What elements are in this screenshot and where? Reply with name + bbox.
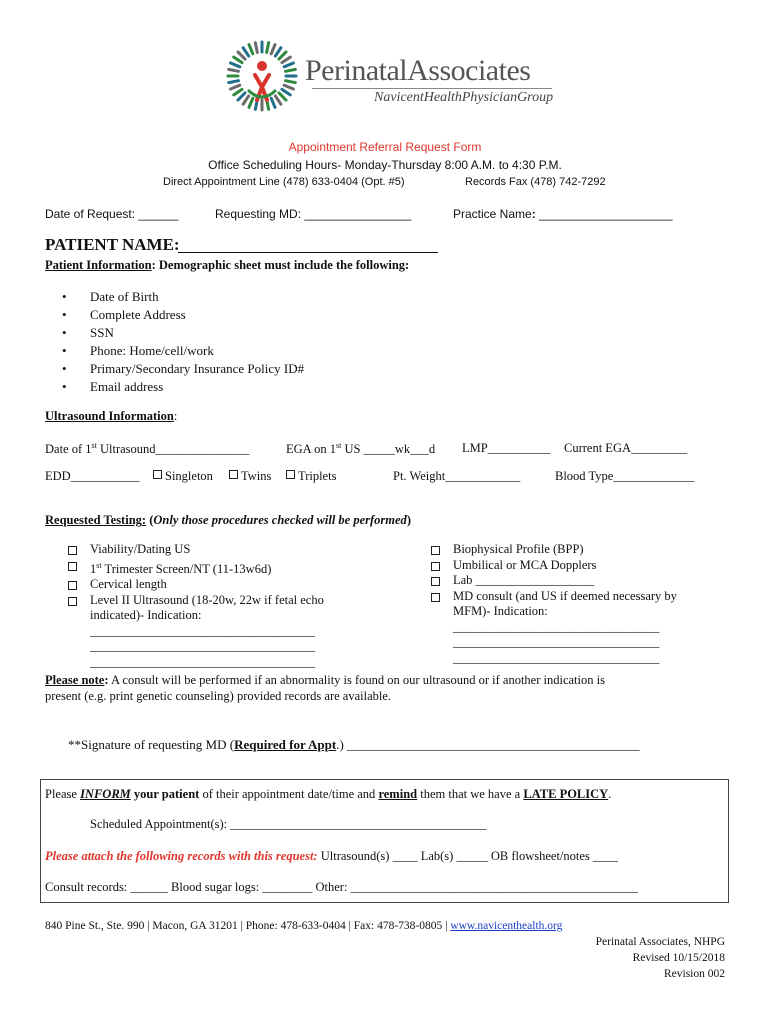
test-option-label: Cervical length	[90, 577, 167, 592]
triplets-checkbox[interactable]	[286, 469, 336, 484]
indication-blank-line[interactable]	[68, 655, 324, 671]
please-note-line1	[45, 673, 605, 688]
logo-wordmark	[305, 54, 530, 88]
logo-ray	[275, 48, 281, 56]
footer-revised: Revised 10/15/2018	[632, 952, 725, 964]
test-option-level-ii[interactable]	[68, 593, 324, 609]
test-option-label: Biophysical Profile (BPP)	[453, 542, 584, 556]
website-link[interactable]: www.navicenthealth.org	[450, 920, 563, 932]
indication-blank: _________________________________	[453, 635, 660, 649]
singleton-label: Singleton	[165, 469, 213, 483]
test-option-sup: st	[96, 560, 102, 570]
signature-field[interactable]	[68, 737, 640, 753]
logo-name-part2: Associates	[407, 54, 531, 87]
indication-blank-line[interactable]	[68, 639, 324, 655]
logo-ray	[284, 63, 293, 67]
patient-info-heading-text: Patient Information	[45, 258, 152, 272]
logo-ray	[231, 63, 240, 67]
test-option-label-rest: Trimester Screen/NT (11-13w6d)	[101, 561, 272, 576]
patient-name-field[interactable]	[178, 252, 438, 253]
checkbox-icon[interactable]	[153, 470, 162, 479]
logo-ray	[286, 81, 296, 83]
test-option-lab[interactable]	[431, 573, 677, 589]
testing-note-open: (	[146, 513, 154, 527]
logo-subtitle: NavicentHealthPhysicianGroup	[374, 90, 554, 105]
list-item: • Complete Address	[62, 306, 304, 324]
test-option-label: Lab ___________________	[453, 573, 595, 587]
logo-ray	[249, 98, 253, 107]
indication-blank: ____________________________________	[90, 639, 315, 654]
logo-mark	[210, 40, 302, 114]
testing-right-list	[431, 542, 677, 666]
inform-emphasis: INFORM	[80, 787, 131, 801]
ultrasound-info-heading	[45, 409, 177, 424]
logo-ray	[271, 98, 275, 107]
practice-name-field[interactable]	[453, 207, 673, 221]
logo-ray	[249, 45, 253, 54]
list-item: • Date of Birth	[62, 288, 304, 306]
test-option-viability[interactable]	[68, 542, 324, 558]
first-us-date-sup: st	[91, 441, 97, 450]
list-item: • Phone: Home/cell/work	[62, 342, 304, 360]
twins-checkbox[interactable]	[229, 469, 271, 484]
logo-ray	[267, 43, 269, 53]
checkbox-icon[interactable]	[68, 581, 77, 590]
patient-info-heading	[45, 258, 409, 273]
footer-address	[45, 920, 562, 932]
logo-ray	[234, 57, 242, 63]
checkbox-icon[interactable]	[286, 470, 295, 479]
please-note-text: A consult will be performed if an abnormality is found on our ultrasound or if another indication is	[108, 673, 605, 687]
list-item: • Primary/Secondary Insurance Policy ID#	[62, 360, 304, 378]
test-option-cervical-length[interactable]	[68, 577, 324, 593]
logo-ray	[231, 85, 240, 89]
inform-mid2: them that we have a	[417, 787, 524, 801]
logo-ray	[255, 43, 257, 53]
signature-suffix: .) _____________________________________________	[336, 737, 640, 752]
patient-info-list	[62, 288, 304, 396]
current-ega-field[interactable]: Current EGA_________	[564, 441, 688, 455]
inform-line	[45, 787, 611, 802]
logo-ray	[271, 45, 275, 54]
indication-blank-line[interactable]	[68, 624, 324, 640]
indication-blank: ____________________________________	[90, 623, 315, 638]
testing-heading-text: Requested Testing	[45, 513, 142, 527]
requested-testing-heading	[45, 513, 411, 528]
checkbox-icon[interactable]	[431, 562, 440, 571]
footer-revision: Revision 002	[663, 968, 725, 980]
indication-blank: _________________________________	[453, 619, 660, 634]
checkbox-icon[interactable]	[229, 470, 238, 479]
test-option-level-ii-line2	[68, 608, 324, 624]
test-option-md-consult-line2	[431, 604, 677, 620]
test-option-first-trimester[interactable]	[68, 558, 324, 578]
checkbox-icon[interactable]	[68, 546, 77, 555]
attach-records-label: Please attach the following records with this request:	[45, 849, 318, 863]
checkbox-icon[interactable]	[431, 546, 440, 555]
practice-name-label: Practice Name	[453, 207, 532, 221]
list-item: • Email address	[62, 378, 304, 396]
logo-ray	[275, 96, 281, 104]
test-option-label: MD consult (and US if deemed necessary by	[453, 588, 677, 603]
inform-end: .	[608, 787, 612, 801]
checkbox-icon[interactable]	[431, 577, 440, 586]
edd-field[interactable]: EDD___________	[45, 469, 140, 483]
date-of-request-field[interactable]: Date of Request: ______	[45, 207, 179, 221]
singleton-checkbox[interactable]	[153, 469, 213, 484]
logo-ray	[229, 81, 239, 83]
list-item: • SSN	[62, 324, 304, 342]
inform-your-patient: your patient	[130, 787, 200, 801]
first-ultrasound-date-field[interactable]	[45, 441, 249, 457]
first-us-date-blank: Ultrasound_______________	[96, 442, 250, 457]
blood-type-field[interactable]: Blood Type_____________	[555, 469, 695, 483]
footer-address-text: 840 Pine St., Ste. 990 | Macon, GA 31201 | Phone: 478-633-0404 | Fax: 478-738-0805 |	[45, 920, 451, 932]
logo-ray	[282, 57, 290, 63]
ega-sup: st	[336, 441, 342, 450]
practice-name-colon: :	[531, 207, 536, 221]
logo-ray	[238, 93, 245, 100]
consult-records-line[interactable]: Consult records: ______ Blood sugar logs: ________ Other: ______________________________________________	[45, 880, 639, 894]
testing-note-close: )	[406, 513, 411, 527]
form-title: Appointment Referral Request Form	[288, 140, 482, 154]
test-option-label-cont: MFM)- Indication:	[453, 604, 548, 618]
logo-divider	[312, 88, 552, 89]
logo-ray	[229, 69, 239, 71]
test-option-label: Viability/Dating US	[90, 542, 191, 556]
ultrasound-heading-text: Ultrasound Information	[45, 409, 174, 423]
logo-ray	[238, 52, 245, 59]
lmp-field[interactable]: LMP__________	[462, 441, 551, 455]
test-option-dopplers[interactable]	[431, 558, 677, 574]
patient-info-instructions: : Demographic sheet must include the following:	[151, 258, 410, 272]
indication-blank: ____________________________________	[90, 654, 315, 669]
inform-please: Please	[45, 787, 81, 801]
patient-name-label: PATIENT NAME:	[45, 235, 180, 254]
late-policy: LATE POLICY	[523, 787, 609, 801]
indication-blank-line[interactable]	[431, 635, 677, 651]
logo-ray	[243, 48, 249, 56]
logo-ray	[243, 96, 249, 104]
logo-ray	[234, 89, 242, 95]
checkbox-icon[interactable]	[68, 562, 77, 571]
office-hours: Office Scheduling Hours- Monday-Thursday 8:00 A.M. to 4:30 P.M.	[208, 158, 562, 172]
please-note-line2: present (e.g. print genetic counseling) provided records are available.	[45, 689, 392, 703]
appointment-line: Direct Appointment Line (478) 633-0404 (Opt. #5)	[163, 176, 405, 188]
logo-name-part1: Perinatal	[305, 54, 408, 87]
triplets-label: Triplets	[298, 469, 337, 483]
pt-weight-field[interactable]: Pt. Weight____________	[393, 469, 521, 483]
practice-name-blank: ____________________	[535, 207, 673, 221]
test-option-bpp[interactable]	[431, 542, 677, 558]
testing-note: Only those procedures checked will be performed	[153, 513, 407, 527]
attach-records-line[interactable]	[45, 849, 618, 864]
test-option-label-cont: indicated)- Indication:	[90, 608, 202, 623]
logo-ray	[279, 52, 286, 59]
requesting-md-field[interactable]: Requesting MD: ________________	[215, 207, 412, 221]
logo-ray	[284, 85, 293, 89]
testing-heading-colon: :	[141, 513, 147, 527]
logo-ray	[282, 89, 290, 95]
checkbox-icon[interactable]	[68, 597, 77, 606]
checkbox-icon[interactable]	[431, 593, 440, 602]
logo-ray	[286, 69, 296, 71]
ultrasound-heading-colon: :	[173, 409, 178, 423]
scheduled-appointment-field[interactable]: Scheduled Appointment(s): _________________________________________	[90, 817, 487, 831]
indication-blank: _________________________________	[453, 650, 660, 665]
ega-label: EGA on 1	[286, 442, 336, 457]
logo-ray	[279, 93, 286, 100]
please-note-label: Please note	[45, 673, 105, 687]
test-option-label: 1	[90, 561, 97, 576]
ega-blank: US _____wk___d	[341, 442, 436, 457]
test-option-label: Level II Ultrasound (18-20w, 22w if fetal echo	[90, 592, 324, 607]
records-fax: Records Fax (478) 742-7292	[465, 176, 606, 188]
indication-blank-line[interactable]	[431, 651, 677, 667]
inform-mid: of their appointment date/time and	[199, 787, 379, 801]
twins-label: Twins	[241, 469, 272, 483]
test-option-label: Umbilical or MCA Dopplers	[453, 557, 597, 572]
please-note-colon: :	[104, 673, 109, 687]
footer-org: Perinatal Associates, NHPG	[595, 936, 725, 948]
signature-prefix: **Signature of requesting MD (	[68, 737, 235, 752]
ega-first-us-field[interactable]	[286, 441, 435, 457]
attach-records-fields: Ultrasound(s) ____ Lab(s) _____ OB flowsheet/notes ____	[317, 849, 618, 863]
test-option-md-consult[interactable]	[431, 589, 677, 605]
inform-remind: remind	[378, 787, 418, 801]
indication-blank-line[interactable]	[431, 620, 677, 636]
testing-left-list	[68, 542, 324, 670]
first-us-date-label: Date of 1	[45, 442, 92, 457]
signature-required: Required for Appt	[234, 737, 337, 752]
